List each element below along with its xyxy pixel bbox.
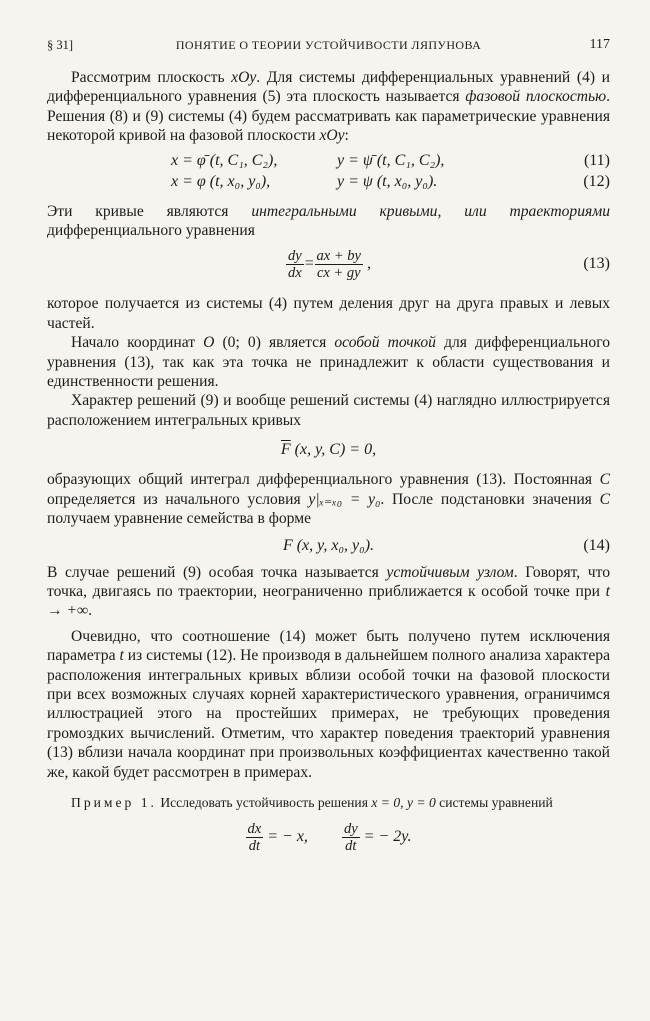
text: Исследовать устойчивость решения <box>156 794 372 810</box>
math-inline: t <box>119 647 124 665</box>
math-inline: x = 0, y = 0 <box>371 794 436 810</box>
numerator: ax + by <box>316 248 361 265</box>
math-inline: C <box>599 490 610 508</box>
text: определяется из начального условия <box>47 490 309 508</box>
term-phase-plane: фазовой плоскостью <box>465 88 607 106</box>
equation-right: y = ψ̄ (t, C₁, C₂), <box>337 151 445 169</box>
equation-left: x = φ̄ (t, C₁, C₂), <box>171 151 278 169</box>
text: . Для системы дифференциальных уравнений (4) и дифференциального уравнения (5) эта плоскость называется <box>47 69 610 106</box>
equation-left: x = φ (t, x₀, y₀), <box>171 172 271 190</box>
equation-tail: , <box>362 255 371 273</box>
text: Очевидно, что соотношение (14) может быть получено путем исключения параметра <box>47 627 610 665</box>
equation-number: (13) <box>583 255 610 273</box>
fraction-dy-dt <box>342 821 360 854</box>
equation-number: (12) <box>583 172 610 190</box>
text: Начало координат <box>71 334 204 352</box>
paragraph-phase-plane <box>47 68 610 146</box>
denominator: dt <box>248 837 261 854</box>
text: образующих общий интеграл дифференциального уравнения (13). Постоянная <box>47 471 600 489</box>
text: . После подстановки значения <box>380 490 600 508</box>
term-singular-point: особой точкой <box>334 334 436 352</box>
fraction-dy-dx <box>286 248 304 281</box>
paragraph-singular-point <box>47 333 610 391</box>
equals-sign: = <box>303 255 315 273</box>
running-title: ПОНЯТИЕ О ТЕОРИИ УСТОЙЧИВОСТИ ЛЯПУНОВА <box>175 38 482 52</box>
running-header <box>47 36 610 58</box>
equation-F-family <box>47 430 610 470</box>
section-mark: § 31] <box>47 38 74 52</box>
fraction-dx-dt <box>246 821 264 854</box>
math-inline: xOy <box>231 69 257 86</box>
text: Рассмотрим плоскость <box>71 69 232 86</box>
equation-14 <box>47 529 610 563</box>
paragraph-elimination <box>47 627 610 782</box>
denominator: dx <box>288 265 302 282</box>
equation-rhs: = − 2y. <box>359 827 412 845</box>
math-inline: xOy <box>319 127 345 145</box>
book-page <box>47 36 610 863</box>
text: системы уравнений <box>435 794 553 810</box>
equation-12 <box>47 173 610 194</box>
page-number: 117 <box>589 37 610 52</box>
initial-condition: y|ₓ₌ₓ₀ = y₀ <box>308 490 381 508</box>
term-stable-node: устойчивым узлом <box>386 563 514 581</box>
example-1 <box>47 794 610 811</box>
paragraph-general-integral <box>47 470 610 528</box>
text: для дифференциального уравнения (13), так как эта точка не принадлежит к области существования и единственности решения. <box>47 334 611 391</box>
example-system-equations <box>47 811 610 863</box>
equation-11 <box>47 152 610 173</box>
paragraph-division: которое получается из системы (4) путем деления друг на друга правых и левых частей. <box>47 295 610 332</box>
text: получаем уравнение семейства в форме <box>47 510 312 528</box>
equation-rhs: = − x, <box>263 827 308 845</box>
numerator: dx <box>247 820 262 837</box>
math-inline: t → +∞ <box>47 582 610 620</box>
numerator: dy <box>343 820 358 837</box>
fraction-rhs <box>315 248 363 281</box>
F-bar-symbol: $\overline{F}$ <box>280 441 291 459</box>
paragraph-integral-curves <box>47 202 610 241</box>
equation-body: F (x, y, x₀, y₀). <box>282 536 375 554</box>
text: : <box>344 127 349 145</box>
paragraph-character: Характер решений (9) и вообще решений системы (4) наглядно иллюстрируется расположением интегральных кривых <box>47 392 610 429</box>
text: Эти кривые являются <box>47 202 252 220</box>
text: из системы (12). Не производя в дальнейшем полного анализа характера расположения интегральных кривых вблизи особой точки на фазовой плоскости при всех возможных случаях корней характеристического уравнения, ограничимся иллюстрацией этого на простейших примерах, не требующих проведения громоздких вычислений. Отметим, что характер поведения траекторий уравнения (13) вблизи начала координат при произвольных коэффициентах качественно такой же, какой будет рассмотрен в примерах. <box>47 647 610 781</box>
equation-number: (11) <box>583 151 610 169</box>
denominator: cx + gy <box>316 265 361 282</box>
text: В случае решений (9) особая точка называется <box>47 563 387 581</box>
text: . <box>88 602 93 620</box>
text: . Решения (8) и (9) системы (4) будем рассматривать как параметрические уравнения некоторой кривой на фазовой плоскости <box>47 88 610 145</box>
equation-13 <box>47 240 610 288</box>
equation-body: (x, y, C) = 0, <box>290 441 377 459</box>
text: . Говорят, что точка, двигаясь по траектории, неограниченно приближается к особой точке при <box>47 563 611 600</box>
text: (0; 0) является <box>214 334 335 352</box>
denominator: dt <box>345 837 357 854</box>
numerator: dy <box>288 248 302 265</box>
text: дифференциального уравнения <box>47 222 255 240</box>
example-label: Пример 1. <box>71 794 157 810</box>
math-inline: C <box>599 471 610 489</box>
equation-number: (14) <box>583 536 610 554</box>
math-inline: O <box>203 334 215 352</box>
paragraph-stable-node <box>47 563 610 621</box>
equation-right: y = ψ (t, x₀, y₀). <box>337 172 438 190</box>
term-integral-curves: интегральными кривыми, или траекториями <box>251 202 610 220</box>
